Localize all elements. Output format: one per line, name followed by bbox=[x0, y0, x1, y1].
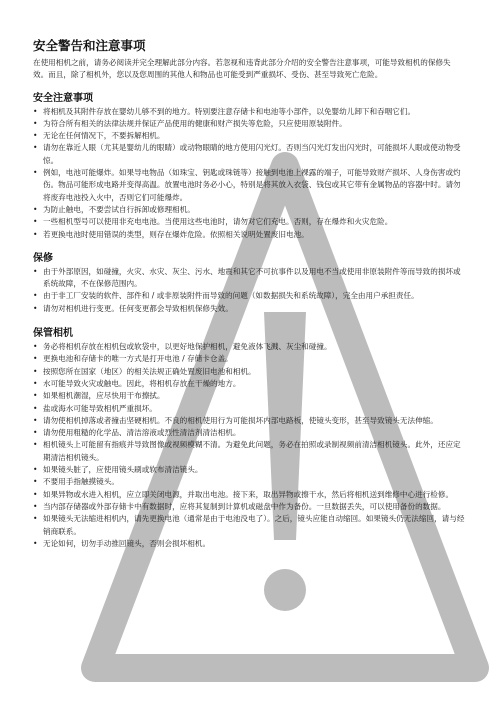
list-item: • 如果镜头脏了，应使用镜头刷或软布清洁镜头。 bbox=[33, 464, 465, 476]
section-heading-safety: 安全注意事项 bbox=[33, 92, 93, 104]
list-item: • 请勿使相机掉落或者撞击坚硬相机。不良的相机使用行为可能损坏内部电路板，使镜头变形，甚至导致镜头无法伸缩。 bbox=[33, 415, 465, 427]
list-item: • 一些相机型号可以使用非充电电池。当使用这些电池时，请勿对它们充电。否则，存在爆炸和火灾危险。 bbox=[33, 216, 465, 228]
list-item: • 请勿使用粗糙的化学品、清洁溶液或烈性清洁剂清洁相机。 bbox=[33, 427, 465, 439]
list-item: • 当内部存储器或外部存储卡中有数据时，应将其复制到计算机或磁盘中作为备份。一旦数据丢失，可以使用备份的数据。 bbox=[33, 501, 465, 513]
list-item: • 如果镜头无法缩进相机内，请先更换电池（通常是由于电池没电了）。之后，镜头应能自动缩回。如果镜头仍无法缩回，请与经销商联系。 bbox=[33, 513, 465, 538]
camera-care-list bbox=[33, 341, 465, 550]
list-item: • 由于外部原因，如碰撞，火灾、水灾、灰尘、污水、地震和其它不可抗事件以及用电不当或使用非原装附件等而导致的损坏或系统故障，不在保修范围内。 bbox=[33, 266, 465, 291]
page-title: 安全警告和注意事项 bbox=[33, 38, 146, 53]
section-heading-warranty: 保修 bbox=[33, 252, 53, 264]
list-item: • 盐或海水可能导致相机严重损坏。 bbox=[33, 403, 465, 415]
list-item: • 例如，电池可能爆炸。如果导电物品（如珠宝、钥匙或珠链等）接触到电池上裸露的端子，可能导致财产损坏、人身伤害或灼伤。物品可能形成电路并变得高温。放置电池时务必小心，特别是将其放入衣袋、钱包或其它带有金属物品的容器中时。请勿将废弃电池投入火中，否则它们可能爆炸。 bbox=[33, 167, 465, 204]
list-item: • 将相机及其附件存放在婴幼儿够不到的地方。特别要注意存储卡和电池等小部件，以免婴幼儿卸下和吞咽它们。 bbox=[33, 106, 465, 118]
list-item: • 若更换电池时使用错误的类型，则存在爆炸危险。依照相关说明处置废旧电池。 bbox=[33, 229, 465, 241]
list-item: • 请勿在靠近人眼（尤其是婴幼儿的眼睛）或动物眼睛的地方使用闪光灯。否则当闪光灯发出闪光时，可能损坏人眼或使动物受惊。 bbox=[33, 142, 465, 167]
safety-list bbox=[33, 106, 465, 241]
list-item: • 务必将相机存放在相机包或软袋中，以更好地保护相机，避免液体飞溅、灰尘和碰撞。 bbox=[33, 341, 465, 353]
list-item: • 如果异物或水进入相机，应立即关闭电源，并取出电池。接下来，取出异物或擦干水，然后将相机送到维修中心进行检修。 bbox=[33, 489, 465, 501]
warranty-list bbox=[33, 266, 465, 315]
list-item: • 无论在任何情况下，不要拆解相机。 bbox=[33, 130, 465, 142]
list-item: • 更换电池和存储卡的唯一方式是打开电池 / 存储卡仓盖。 bbox=[33, 353, 465, 365]
list-item: • 由于非工厂安装的软件、部件和 / 或非原装附件而导致的问题（如数据损失和系统故障），完全由用户承担责任。 bbox=[33, 290, 465, 302]
list-item: • 相机镜头上可能留有指痕并导致图像或视频模糊不清。为避免此问题，务必在拍照或录制视频前清洁相机镜头。此外，还应定期清洁相机镜头。 bbox=[33, 439, 465, 464]
list-item: • 为防止触电，不要尝试自行拆卸或修理相机。 bbox=[33, 204, 465, 216]
list-item: • 不要用手指触摸镜头。 bbox=[33, 476, 465, 488]
list-item: • 无论如何，切勿手动推回镜头，否则会损坏相机。 bbox=[33, 538, 465, 550]
content bbox=[33, 38, 465, 550]
list-item: • 如果相机潮湿，应尽快用干布擦拭。 bbox=[33, 390, 465, 402]
intro-paragraph: 在使用相机之前，请务必阅读并完全理解此部分内容。若忽视和违背此部分介绍的安全警告注意事项，可能导致相机的保修失效。而且，除了相机外，您以及您周围的其他人和物品也可能受到严重损坏、受伤、甚至导致死亡危险。 bbox=[33, 58, 451, 80]
list-item: • 水可能导致火灾或触电。因此，将相机存放在干燥的地方。 bbox=[33, 378, 465, 390]
list-item: • 请勿对相机进行变更。任何变更都会导致相机保修失效。 bbox=[33, 303, 465, 315]
list-item: • 为符合所有相关的法律法规并保证产品使用的健康和财产损失等危险，只应使用原装附件。 bbox=[33, 118, 465, 130]
list-item: • 按照您所在国家（地区）的相关法规正确处置废旧电池和相机。 bbox=[33, 366, 465, 378]
section-heading-camera-care: 保管相机 bbox=[33, 328, 73, 340]
